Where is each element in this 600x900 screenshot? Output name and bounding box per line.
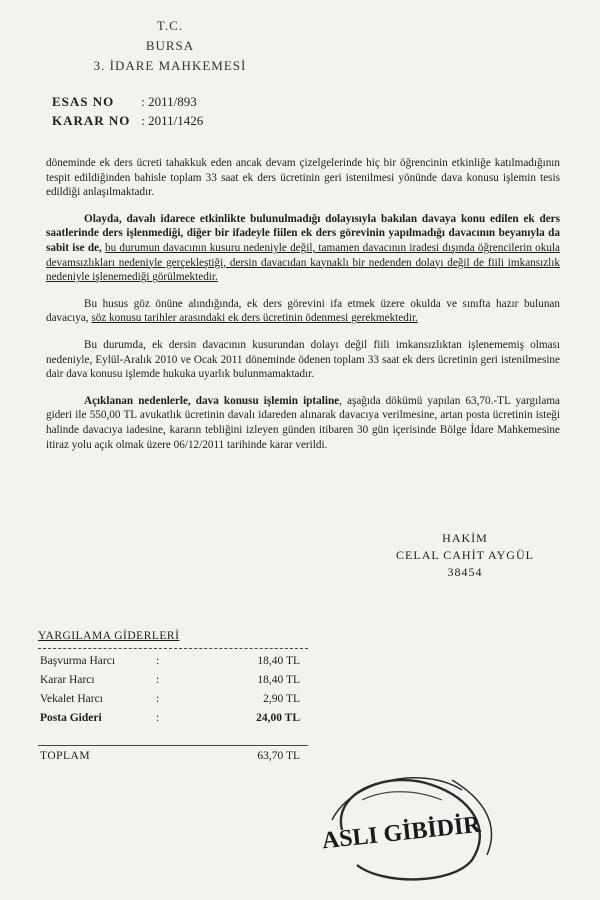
paragraph-3-underlined: söz konusu tarihler arasındaki ek ders ücretinin ödenmesi gerekmektedir. xyxy=(91,312,418,325)
karar-no-label: KARAR NO xyxy=(52,113,131,128)
judge-number: 38454 xyxy=(447,565,483,579)
cost-row xyxy=(38,655,308,674)
cost-amount: 2,90 TL xyxy=(263,693,300,705)
cost-total-label: TOPLAM xyxy=(40,750,91,762)
cost-colon: : xyxy=(156,655,160,667)
paragraph-2 xyxy=(46,212,560,285)
cost-label: Karar Harcı xyxy=(40,674,95,686)
decision-body xyxy=(46,156,560,464)
cost-row xyxy=(38,693,308,712)
paragraph-1: döneminde ek ders ücreti tahakkuk eden ancak devam çizelgelerinde hiç bir öğrencinin etkinliğe katılmadığının tespit edildiğinden bahisle toplam 33 saat ek ders ücretinin geri istenilmesi yönünde dava konusu işlemin tesis edildiği anlaşılmaktadır. xyxy=(46,157,560,199)
cost-row xyxy=(38,674,308,693)
header-city: BURSA xyxy=(145,38,195,53)
karar-no-value: : 2011/1426 xyxy=(141,113,204,128)
paragraph-3 xyxy=(46,297,560,326)
cost-amount: 18,40 TL xyxy=(257,674,300,686)
cost-colon: : xyxy=(156,712,160,724)
cost-total-amount: 63,70 TL xyxy=(257,750,300,762)
paragraph-5-iptal: iptaline xyxy=(303,394,340,407)
paragraph-2-underlined: bu durumun davacının kusuru nedeniyle değil, tamamen davacının iradesi dışında öğrencilerin okula devamsızlıkları nedeniyle gerçekleştiği, dersin davacıdan kaynaklı bir nedenden dolayı değil de fiili imkansızlık nedeniyle işlenemediği görülmektedir. xyxy=(46,241,560,284)
cost-total-row xyxy=(38,745,308,768)
costs-table xyxy=(38,630,308,768)
costs-title: YARGILAMA GİDERLERİ xyxy=(38,630,180,642)
esas-no-line xyxy=(52,94,197,110)
cost-colon: : xyxy=(156,674,160,686)
karar-no-line xyxy=(52,113,203,129)
judge-title: HAKİM xyxy=(442,531,488,545)
esas-no-value: : 2011/893 xyxy=(141,94,197,109)
cost-label: Posta Gideri xyxy=(40,712,102,724)
header-tc: T.C. xyxy=(156,18,184,33)
paragraph-3-lead: Bu husus göz önüne alındığında, ek ders görevini ifa etmek üzere okulda ve sınıfta hazır bulunan davacıya, xyxy=(46,297,560,325)
paragraph-4: Bu durumda, ek dersin davacının kusurundan dolayı değil fiili imkansızlıktan işlenememiş olması nedeniyle, Eylül-Aralık 2010 ve Ocak 2011 döneminde ödenen toplam 33 saat ek ders ücretinin geri istenilmesine dair dava konusu işlemde hukuka uyarlık bulunmamaktadır. xyxy=(46,338,560,381)
paragraph-5 xyxy=(46,394,560,452)
paragraph-5-rest: , aşağıda dökümü yapılan 63,70.-TL yargılama gideri ile 550,00 TL avukatlık ücretinin davalı idareden alınarak davacıya verilmesine, artan posta ücretinin isteği halinde davacıya iadesine, kararın tebliğini izleyen günden itibaren 30 gün içerisinde Bölge İdare Mahkemesine itiraz yolu açık olmak üzere 06/12/2011 tarihinde karar verildi. xyxy=(46,394,560,451)
cost-label: Vekalet Harcı xyxy=(40,693,103,705)
cost-colon: : xyxy=(156,693,160,705)
judge-name: CELAL CAHİT AYGÜL xyxy=(396,548,534,562)
costs-divider xyxy=(38,648,308,649)
header-court: 3. İDARE MAHKEMESİ xyxy=(93,58,247,73)
stamp-text: ASLI GİBİDİR xyxy=(320,811,482,855)
cost-row xyxy=(38,712,308,731)
judge-signature-block xyxy=(380,530,550,581)
cost-amount: 18,40 TL xyxy=(257,655,300,667)
cost-amount: 24,00 TL xyxy=(256,712,300,724)
paragraph-5-lead: Açıklanan nedenlerle, dava konusu işlemin xyxy=(84,394,304,407)
cost-label: Başvurma Harcı xyxy=(40,655,116,667)
certified-copy-stamp xyxy=(302,760,512,890)
paragraph-2-lead: Olayda, davalı idarece etkinlikte bulunulmadığı dolayısıyla bakılan davaya konu edilen ek ders saatlerinde ders işlenmediği, diğer bir ifadeyle fiilen ek ders görevinin yapılmadığı davacının beyanıyla da sabit ise de, xyxy=(46,212,560,254)
esas-no-label: ESAS NO xyxy=(52,94,115,109)
